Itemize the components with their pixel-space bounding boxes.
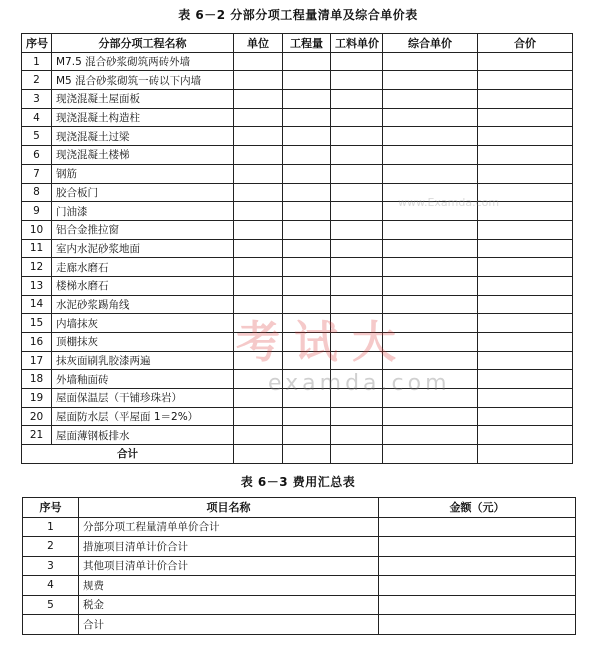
- table-row: [22, 239, 573, 258]
- empty-cell: [478, 333, 573, 352]
- empty-cell: [379, 556, 576, 576]
- empty-cell: [383, 370, 478, 389]
- row-item-name: 水泥砂浆踢角线: [52, 295, 234, 314]
- empty-cell: [283, 276, 331, 295]
- empty-cell: [331, 90, 383, 109]
- empty-cell: [234, 445, 283, 464]
- table-row: [22, 407, 573, 426]
- empty-cell: [383, 239, 478, 258]
- table-row: [22, 389, 573, 408]
- row-number: 5: [22, 127, 52, 146]
- table-row: [22, 183, 573, 202]
- table-row: [22, 90, 573, 109]
- table-row: [23, 556, 576, 576]
- empty-cell: [234, 333, 283, 352]
- empty-cell: [383, 108, 478, 127]
- empty-cell: [283, 333, 331, 352]
- empty-cell: [234, 146, 283, 165]
- table-row: [23, 595, 576, 615]
- row-item-name: 现浇混凝土构造柱: [52, 108, 234, 127]
- empty-cell: [383, 202, 478, 221]
- empty-cell: [283, 108, 331, 127]
- row-item-name: 现浇混凝土屋面板: [52, 90, 234, 109]
- empty-cell: [331, 351, 383, 370]
- header-item-name: 分部分项工程名称: [52, 34, 234, 53]
- empty-cell: [283, 164, 331, 183]
- row-item-name: 现浇混凝土过梁: [52, 127, 234, 146]
- empty-cell: [234, 314, 283, 333]
- empty-cell: [383, 127, 478, 146]
- empty-cell: [234, 351, 283, 370]
- row-project-name: 措施项目清单计价合计: [79, 537, 379, 557]
- empty-cell: [379, 517, 576, 537]
- empty-cell: [283, 239, 331, 258]
- empty-cell: [234, 183, 283, 202]
- empty-cell: [234, 202, 283, 221]
- row-number: 6: [22, 146, 52, 165]
- table-row: [23, 615, 576, 635]
- empty-cell: [283, 90, 331, 109]
- cost-summary-table: [22, 497, 576, 635]
- row-number: 10: [22, 220, 52, 239]
- empty-cell: [234, 71, 283, 90]
- table-row: [22, 276, 573, 295]
- row-item-name: M5 混合砂浆砌筑一砖以下内墙: [52, 71, 234, 90]
- table-row: [22, 333, 573, 352]
- empty-cell: [383, 90, 478, 109]
- watermark-url: examda.com: [268, 371, 451, 396]
- total-label: 合计: [22, 445, 234, 464]
- empty-cell: [283, 407, 331, 426]
- table-row: [22, 202, 573, 221]
- table-row: [22, 314, 573, 333]
- row-number: 8: [22, 183, 52, 202]
- empty-cell: [283, 370, 331, 389]
- empty-cell: [283, 202, 331, 221]
- empty-cell: [379, 595, 576, 615]
- header-quantity: 工程量: [283, 34, 331, 53]
- empty-cell: [331, 220, 383, 239]
- empty-cell: [478, 127, 573, 146]
- row-number: 12: [22, 258, 52, 277]
- header-amount: 金额（元）: [379, 498, 576, 518]
- empty-cell: [234, 52, 283, 71]
- row-item-name: 楼梯水磨石: [52, 276, 234, 295]
- table-row: [22, 295, 573, 314]
- empty-cell: [234, 295, 283, 314]
- empty-cell: [234, 276, 283, 295]
- row-number: 19: [22, 389, 52, 408]
- empty-cell: [283, 127, 331, 146]
- empty-cell: [478, 295, 573, 314]
- header-material-unit-price: 工料单价: [331, 34, 383, 53]
- header-unit: 单位: [234, 34, 283, 53]
- empty-cell: [331, 127, 383, 146]
- empty-cell: [331, 407, 383, 426]
- empty-cell: [283, 52, 331, 71]
- empty-cell: [383, 220, 478, 239]
- empty-cell: [383, 389, 478, 408]
- empty-cell: [283, 314, 331, 333]
- empty-cell: [383, 351, 478, 370]
- empty-cell: [283, 258, 331, 277]
- empty-cell: [478, 426, 573, 445]
- empty-cell: [234, 407, 283, 426]
- empty-cell: [383, 333, 478, 352]
- row-number: 17: [22, 351, 52, 370]
- row-number: 4: [22, 108, 52, 127]
- row-number: [23, 615, 79, 635]
- empty-cell: [379, 615, 576, 635]
- empty-cell: [283, 445, 331, 464]
- row-item-name: 钢筋: [52, 164, 234, 183]
- row-item-name: 现浇混凝土楼梯: [52, 146, 234, 165]
- empty-cell: [478, 90, 573, 109]
- table-row: [22, 71, 573, 90]
- empty-cell: [478, 351, 573, 370]
- row-number: 13: [22, 276, 52, 295]
- row-project-name: 规费: [79, 576, 379, 596]
- row-item-name: 走廊水磨石: [52, 258, 234, 277]
- row-number: 1: [23, 517, 79, 537]
- empty-cell: [331, 164, 383, 183]
- empty-cell: [234, 90, 283, 109]
- table-row: [22, 258, 573, 277]
- empty-cell: [379, 537, 576, 557]
- table-row: [22, 127, 573, 146]
- empty-cell: [383, 445, 478, 464]
- empty-cell: [331, 202, 383, 221]
- empty-cell: [234, 258, 283, 277]
- empty-cell: [331, 183, 383, 202]
- empty-cell: [478, 370, 573, 389]
- empty-cell: [283, 71, 331, 90]
- empty-cell: [383, 52, 478, 71]
- empty-cell: [331, 445, 383, 464]
- row-number: 15: [22, 314, 52, 333]
- empty-cell: [283, 220, 331, 239]
- row-item-name: 室内水泥砂浆地面: [52, 239, 234, 258]
- table-row: [22, 108, 573, 127]
- row-number: 18: [22, 370, 52, 389]
- row-number: 2: [22, 71, 52, 90]
- empty-cell: [331, 239, 383, 258]
- empty-cell: [234, 164, 283, 183]
- empty-cell: [331, 389, 383, 408]
- table-row: [22, 370, 573, 389]
- empty-cell: [379, 576, 576, 596]
- empty-cell: [331, 108, 383, 127]
- empty-cell: [331, 71, 383, 90]
- row-item-name: 屋面薄钢板排水: [52, 426, 234, 445]
- empty-cell: [234, 426, 283, 445]
- row-number: 14: [22, 295, 52, 314]
- row-number: 3: [22, 90, 52, 109]
- row-number: 1: [22, 52, 52, 71]
- row-project-name: 其他项目清单计价合计: [79, 556, 379, 576]
- row-number: 21: [22, 426, 52, 445]
- row-item-name: 屋面保温层（干铺珍珠岩）: [52, 389, 234, 408]
- header-project-name: 项目名称: [79, 498, 379, 518]
- empty-cell: [478, 389, 573, 408]
- empty-cell: [283, 389, 331, 408]
- table2-title: 表 6－3 费用汇总表: [240, 475, 356, 489]
- empty-cell: [478, 445, 573, 464]
- quantity-price-table: [21, 33, 573, 464]
- row-project-name: 合计: [79, 615, 379, 635]
- row-item-name: 外墙釉面砖: [52, 370, 234, 389]
- table-row: [23, 576, 576, 596]
- empty-cell: [234, 389, 283, 408]
- row-item-name: 顶棚抹灰: [52, 333, 234, 352]
- row-item-name: 内墙抹灰: [52, 314, 234, 333]
- table-row: [22, 164, 573, 183]
- empty-cell: [234, 239, 283, 258]
- table-row: [22, 146, 573, 165]
- watermark-faint-text: www.Examda.com: [398, 196, 500, 209]
- empty-cell: [383, 295, 478, 314]
- empty-cell: [478, 202, 573, 221]
- empty-cell: [234, 370, 283, 389]
- empty-cell: [331, 146, 383, 165]
- empty-cell: [283, 426, 331, 445]
- row-item-name: 抹灰面刷乳胶漆两遍: [52, 351, 234, 370]
- empty-cell: [331, 426, 383, 445]
- empty-cell: [331, 276, 383, 295]
- empty-cell: [331, 295, 383, 314]
- empty-cell: [283, 295, 331, 314]
- row-number: 2: [23, 537, 79, 557]
- row-number: 4: [23, 576, 79, 596]
- table1-title: 表 6－2 分部分项工程量清单及综合单价表: [178, 8, 418, 22]
- table-row: [23, 537, 576, 557]
- empty-cell: [331, 370, 383, 389]
- empty-cell: [478, 220, 573, 239]
- table-row: [22, 52, 573, 71]
- row-number: 16: [22, 333, 52, 352]
- row-number: 5: [23, 595, 79, 615]
- empty-cell: [383, 314, 478, 333]
- row-project-name: 税金: [79, 595, 379, 615]
- row-item-name: 屋面防水层（平屋面 1＝2%）: [52, 407, 234, 426]
- table-row: [23, 517, 576, 537]
- row-item-name: 铝合金推拉窗: [52, 220, 234, 239]
- row-number: 11: [22, 239, 52, 258]
- header-composite-unit-price: 综合单价: [383, 34, 478, 53]
- table-row: [22, 426, 573, 445]
- row-project-name: 分部分项工程量清单单价合计: [79, 517, 379, 537]
- empty-cell: [331, 52, 383, 71]
- header-no: 序号: [23, 498, 79, 518]
- empty-cell: [478, 183, 573, 202]
- empty-cell: [331, 258, 383, 277]
- row-number: 7: [22, 164, 52, 183]
- header-total-price: 合价: [478, 34, 573, 53]
- empty-cell: [383, 71, 478, 90]
- empty-cell: [383, 276, 478, 295]
- watermark-logo: 考试大: [236, 317, 410, 368]
- empty-cell: [383, 146, 478, 165]
- empty-cell: [478, 407, 573, 426]
- empty-cell: [283, 351, 331, 370]
- total-row: [22, 445, 573, 464]
- empty-cell: [478, 239, 573, 258]
- row-item-name: 门油漆: [52, 202, 234, 221]
- empty-cell: [478, 71, 573, 90]
- row-number: 3: [23, 556, 79, 576]
- empty-cell: [234, 220, 283, 239]
- table-row: [22, 351, 573, 370]
- empty-cell: [478, 258, 573, 277]
- table1-header-row: [22, 34, 573, 53]
- empty-cell: [283, 183, 331, 202]
- empty-cell: [234, 108, 283, 127]
- empty-cell: [383, 407, 478, 426]
- empty-cell: [478, 52, 573, 71]
- table2-header-row: [23, 498, 576, 518]
- empty-cell: [478, 146, 573, 165]
- empty-cell: [331, 333, 383, 352]
- empty-cell: [331, 314, 383, 333]
- empty-cell: [383, 258, 478, 277]
- empty-cell: [383, 183, 478, 202]
- header-no: 序号: [22, 34, 52, 53]
- row-item-name: 胶合板门: [52, 183, 234, 202]
- empty-cell: [478, 108, 573, 127]
- empty-cell: [234, 127, 283, 146]
- empty-cell: [478, 164, 573, 183]
- empty-cell: [478, 314, 573, 333]
- empty-cell: [283, 146, 331, 165]
- row-item-name: M7.5 混合砂浆砌筑两砖外墙: [52, 52, 234, 71]
- empty-cell: [478, 276, 573, 295]
- empty-cell: [383, 426, 478, 445]
- row-number: 9: [22, 202, 52, 221]
- table-row: [22, 220, 573, 239]
- empty-cell: [383, 164, 478, 183]
- row-number: 20: [22, 407, 52, 426]
